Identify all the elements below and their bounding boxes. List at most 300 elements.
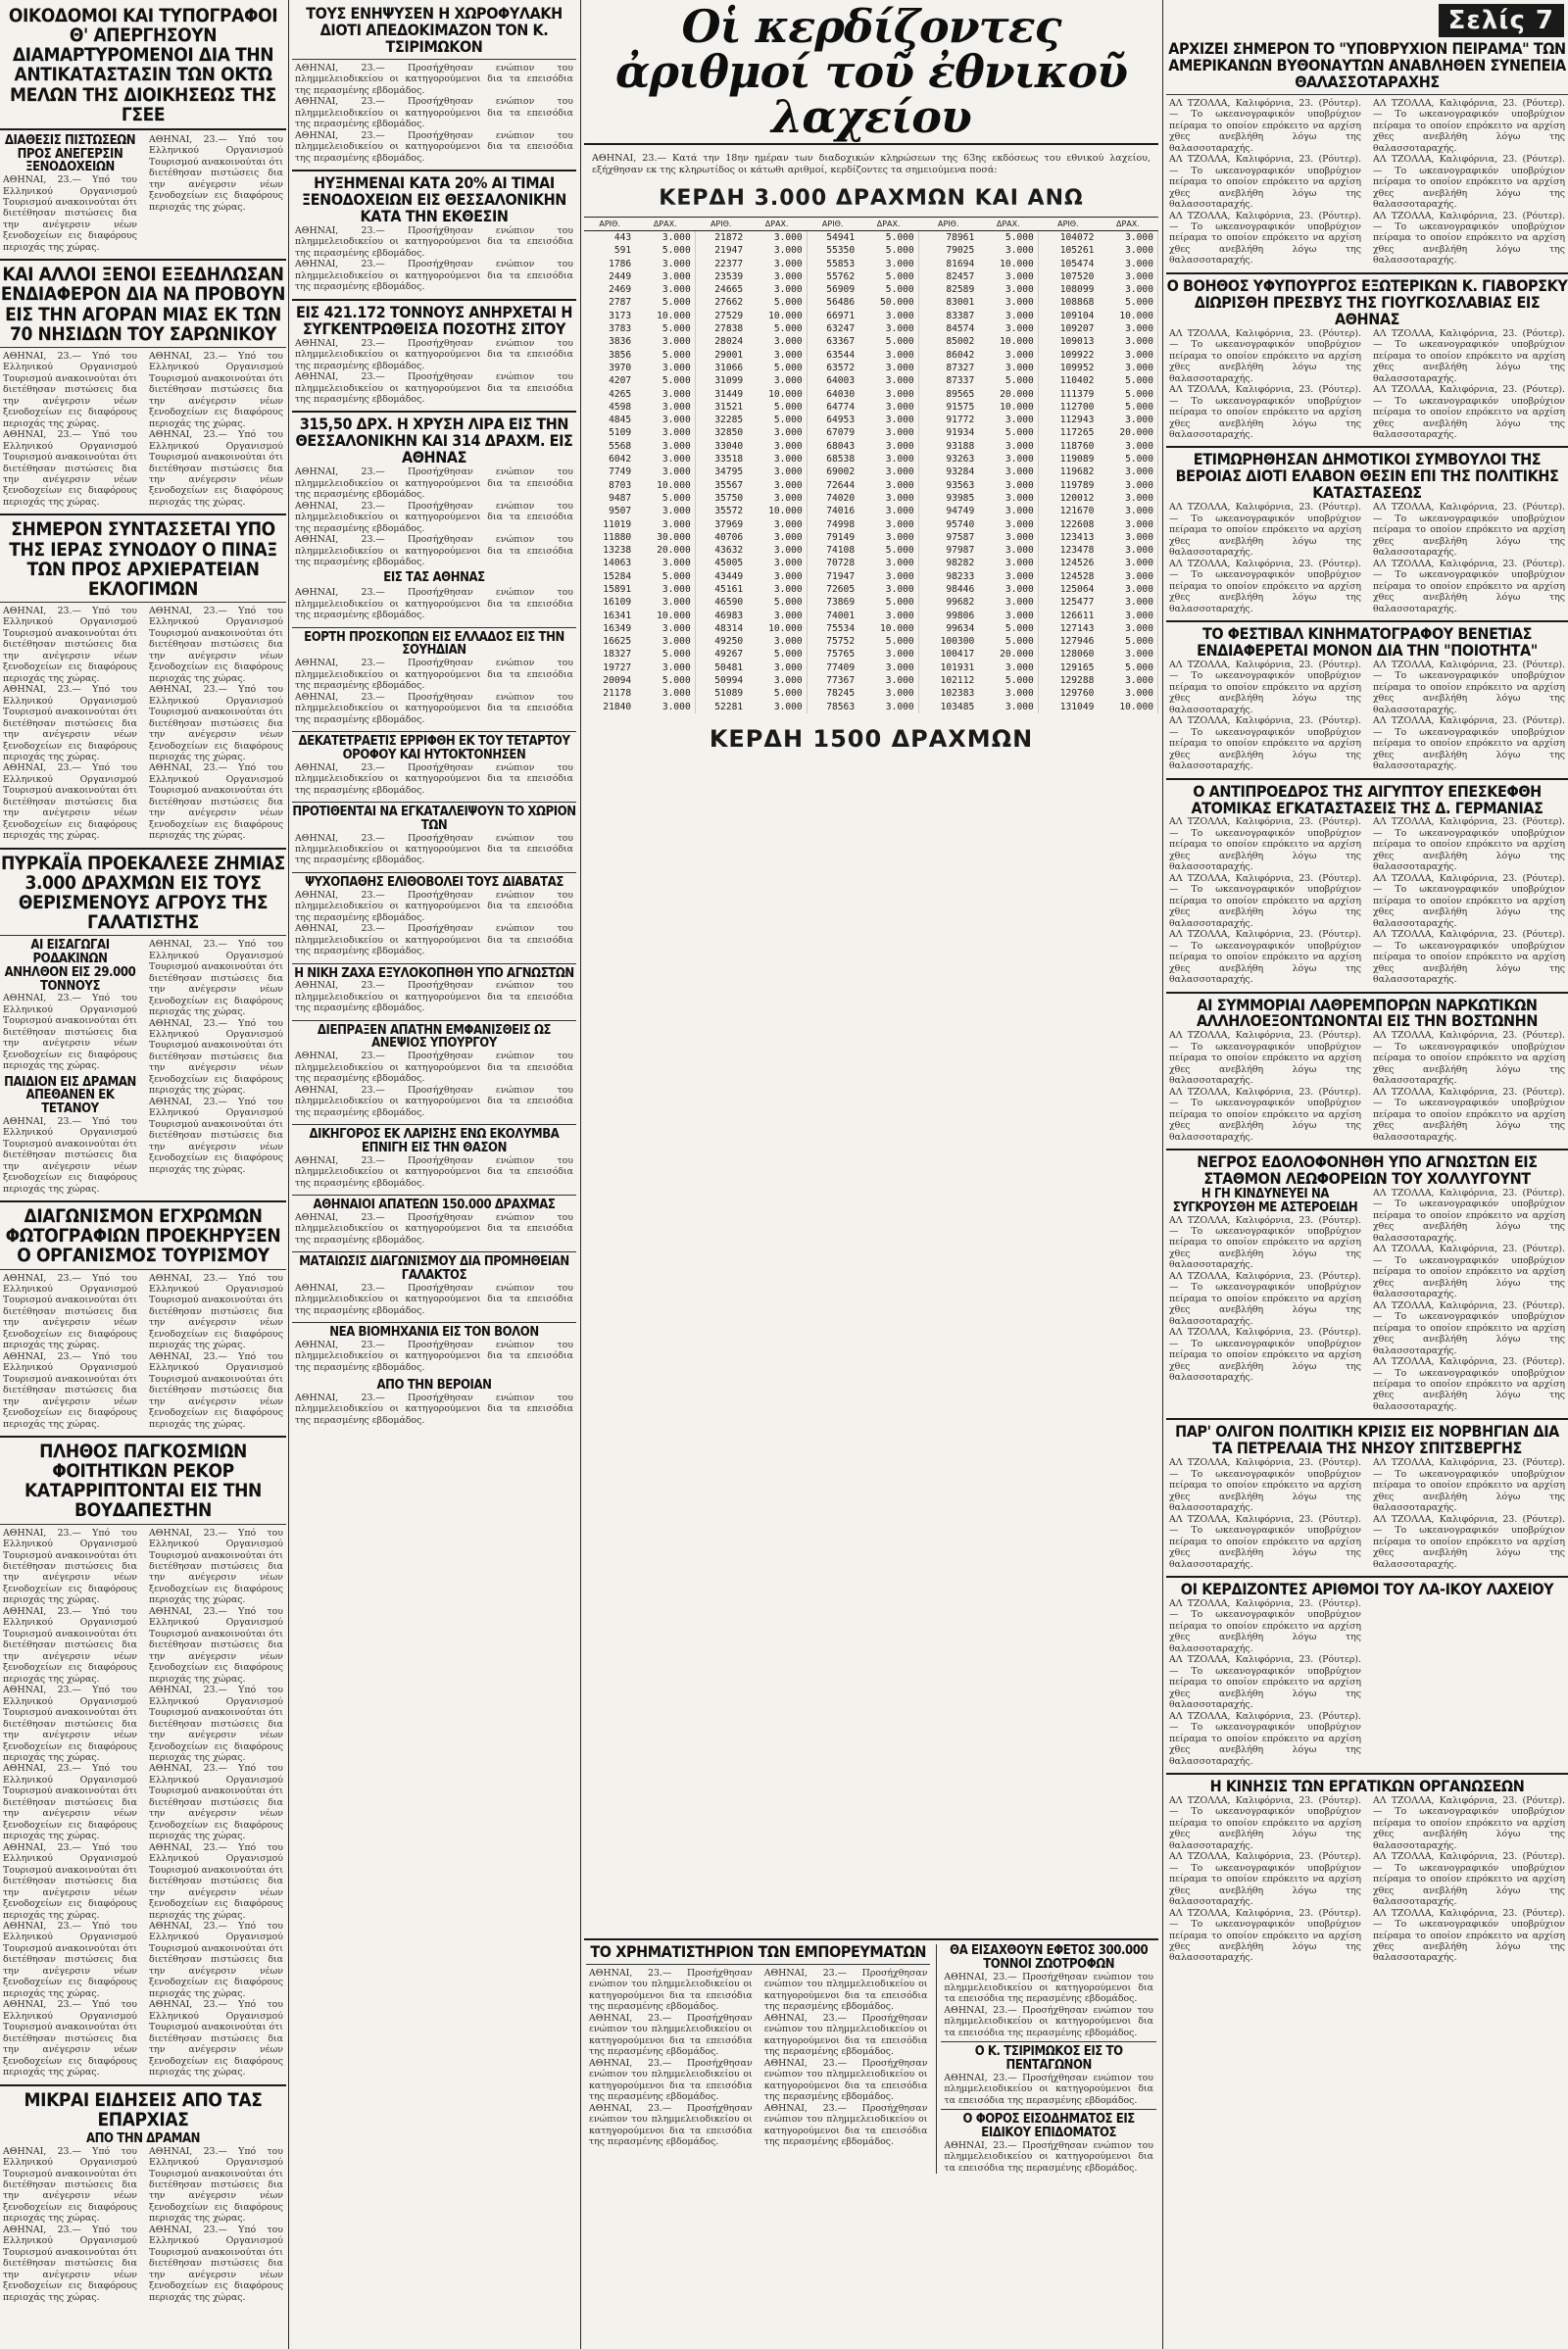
article-body: ΑΘΗΝΑΙ, 23.— Υπό του Ελληνικού Οργανισμού Τουρισμού ανακοινούται ότι διετέθησαν πιστώσεις δια την ανέγερσιν νέων ξενοδοχείων εις διαφόρους περιοχάς της χώρας. — [3, 1605, 137, 1685]
headline-narcotics: ΑΙ ΣΥΜΜΟΡΙΑΙ ΛΑΘΡΕΜΠΟΡΩΝ ΝΑΡΚΩΤΙΚΩΝ ΑΛΛΗΛΟΕΞΟΝΤΩΝΟΝΤΑΙ ΕΙΣ ΤΗΝ ΒΟΣΤΩΝΗΝ — [1197, 995, 1538, 1031]
prize-amount-cell: 3.000 — [635, 362, 695, 374]
article-body: ΑΛ ΤΖΟΛΛΑ, Καλιφόρνια, 23. (Ρόυτερ).— Το ωκεανογραφικόν υποβρύχιον πείραμα το οποίον επρόκειτο να αρχίση χθες ανεβλήθη λόγω της θαλασσοταραχής. — [1373, 154, 1565, 211]
article-body: ΑΛ ΤΖΟΛΛΑ, Καλιφόρνια, 23. (Ρόυτερ).— Το ωκεανογραφικόν υποβρύχιον πείραμα το οποίον επρόκειτο να αρχίση χθες ανεβλήθη λόγω της θαλασσοταραχής. — [1373, 210, 1565, 267]
article-body: ΑΘΗΝΑΙ, 23.— Υπό του Ελληνικού Οργανισμού Τουρισμού ανακοινούται ότι διετέθησαν πιστώσεις δια την ανέγερσιν νέων ξενοδοχείων εις διαφόρους περιοχάς της χώρας. — [3, 1527, 137, 1606]
prize-amount-cell: 3.000 — [635, 335, 695, 348]
ticket-number-cell: 66971 — [826, 310, 856, 321]
ticket-number-cell: 45005 — [714, 558, 744, 569]
prize-amount-cell: 3.000 — [858, 674, 918, 687]
ticket-number-cell: 29001 — [714, 349, 744, 361]
divider — [0, 935, 286, 936]
ticket-number-cell: 97987 — [946, 545, 975, 557]
ticket-number-cell: 74001 — [826, 610, 856, 621]
ticket-number-cell: 3173 — [609, 310, 632, 321]
ticket-number-cell: 119789 — [1059, 479, 1095, 491]
ticket-number-cell: 15891 — [603, 583, 632, 595]
article-body: ΑΛ ΤΖΟΛΛΑ, Καλιφόρνια, 23. (Ρόυτερ).— Το ωκεανογραφικόν υποβρύχιον πείραμα το οποίον επρόκειτο να αρχίση χθες ανεβλήθη λόγω της θαλασσοταραχής. — [1169, 1597, 1361, 1654]
headline-hollywood: ΝΕΓΡΟΣ ΕΔΟΛΟΦΟΝΗΘΗ ΥΠΟ ΑΓΝΩΣΤΩΝ ΕΙΣ ΣΤΑΘΜΟΝ ΛΕΩΦΟΡΕΙΩΝ ΤΟΥ ΧΟΛΛΥΓΟΥΝΤ — [1197, 1152, 1538, 1189]
ticket-number-cell: 119089 — [1059, 454, 1095, 465]
article-body: ΑΛ ΤΖΟΛΛΑ, Καλιφόρνια, 23. (Ρόυτερ).— Το ωκεανογραφικόν υποβρύχιον πείραμα το οποίον επρόκειτο να αρχίση χθες ανεβλήθη λόγω της θαλασσοταραχής. — [1373, 872, 1565, 929]
ticket-number-cell: 31099 — [714, 375, 744, 387]
ticket-number-cell: 125064 — [1059, 583, 1095, 595]
ticket-number-cell: 16625 — [603, 636, 632, 648]
prize-amount-cell: 3.000 — [858, 349, 918, 362]
article-body: ΑΘΗΝΑΙ, 23.— Προσήχθησαν ενώπιον του πλημμελειοδικείου οι κατηγορούμενοι δια τα επεισόδια της περασμένης εβδομάδος. — [295, 62, 573, 96]
prize-amount-cell: 5.000 — [858, 283, 918, 296]
article-body: ΑΛ ΤΖΟΛΛΑ, Καλιφόρνια, 23. (Ρόυτερ).— Το ωκεανογραφικόν υποβρύχιον πείραμα το οποίον επρόκειτο να αρχίση χθες ανεβλήθη λόγω της θαλασσοταραχής. — [1169, 1851, 1361, 1908]
divider — [0, 1436, 286, 1438]
article-body: ΑΛ ΤΖΟΛΛΑ, Καλιφόρνια, 23. (Ρόυτερ).— Το ωκεανογραφικόν υποβρύχιον πείραμα το οποίον επρόκειτο να αρχίση χθες ανεβλήθη λόγω της θαλασσοταραχής. — [1373, 1794, 1565, 1851]
ticket-number-cell: 16341 — [603, 610, 632, 621]
divider — [1166, 620, 1568, 622]
lottery-subtitle-3000: ΚΕΡΔΗ 3.000 ΔΡΑΧΜΩΝ ΚΑΙ ΑΝΩ — [659, 185, 1084, 211]
ticket-number-cell: 43449 — [714, 570, 744, 582]
prize-amount-cell: 5.000 — [1098, 635, 1157, 648]
prize-amount-cell: 5.000 — [635, 296, 695, 309]
prize-amount-cell: 3.000 — [1098, 270, 1157, 283]
prize-amount-cell: 3.000 — [978, 557, 1038, 569]
ticket-number-cell: 6042 — [609, 454, 632, 465]
ticket-number-cell: 14063 — [603, 558, 632, 569]
prize-amount-cell: 3.000 — [858, 687, 918, 700]
prize-amount-cell: 3.000 — [978, 701, 1038, 713]
article-body: ΑΛ ΤΖΟΛΛΑ, Καλιφόρνια, 23. (Ρόυτερ).— Το ωκεανογραφικόν υποβρύχιον πείραμα το οποίον επρόκειτο να αρχίση χθες ανεβλήθη λόγω της θαλασσοταραχής. — [1169, 1513, 1361, 1570]
headline-provinces: ΜΙΚΡΑΙ ΕΙΔΗΣΕΙΣ ΑΠΟ ΤΑΣ ΕΠΑΡΧΙΑΣ — [24, 2088, 263, 2130]
ticket-number-cell: 33518 — [714, 454, 744, 465]
ticket-number-cell: 27662 — [714, 297, 744, 309]
article-body: ΑΘΗΝΑΙ, 23.— Υπό του Ελληνικού Οργανισμού Τουρισμού ανακοινούται ότι διετέθησαν πιστώσεις δια την ανέγερσιν νέων ξενοδοχείων εις διαφόρους περιοχάς της χώρας. — [149, 1763, 283, 1842]
article-body: ΑΘΗΝΑΙ, 23.— Προσήχθησαν ενώπιον του πλημμελειοδικείου οι κατηγορούμενοι δια τα επεισόδια της περασμένης εβδομάδος. — [589, 2012, 753, 2058]
article-photo — [0, 1273, 286, 1431]
ticket-number-cell: 24665 — [714, 284, 744, 296]
prize-amount-cell: 3.000 — [858, 388, 918, 401]
ticket-number-cell: 123413 — [1059, 531, 1095, 543]
prize-amount-cell: 5.000 — [858, 596, 918, 609]
prize-amount-cell: 3.000 — [978, 283, 1038, 296]
article-body: ΑΘΗΝΑΙ, 23.— Υπό του Ελληνικού Οργανισμού Τουρισμού ανακοινούται ότι διετέθησαν πιστώσεις δια την ανέγερσιν νέων ξενοδοχείων εις διαφόρους περιοχάς της χώρας. — [3, 2224, 137, 2303]
prize-amount-cell: 3.000 — [1098, 518, 1157, 531]
ticket-number-cell: 31449 — [714, 388, 744, 400]
table-row — [584, 674, 1158, 687]
ticket-number-cell: 109013 — [1059, 336, 1095, 348]
ticket-number-cell: 21872 — [714, 231, 744, 243]
headline-stones: ΨΥΧΟΠΑΘΗΣ ΕΛΙΘΟΒΟΛΕΙ ΤΟΥΣ ΔΙΑΒΑΤΑΣ — [305, 874, 564, 890]
ticket-number-cell: 27529 — [714, 310, 744, 321]
ticket-number-cell: 108099 — [1059, 284, 1095, 296]
headline-submarine: ΑΡΧΙΖΕΙ ΣΗΜΕΡΟΝ ΤΟ "ΥΠΟΒΡΥΧΙΟΝ ΠΕΙΡΑΜΑ" ΤΩΝ ΑΜΕΡΙΚΑΝΩΝ ΒΥΘΟΝΑΥΤΩΝ ΑΝΑΒΛΗΘΕΝ ΣΥΝΕΠΕΙΑ ΘΑΛΑΣΣΟΤΑΡΑΧΗΣ — [1168, 39, 1566, 91]
lottery-table — [584, 217, 1158, 713]
prize-amount-cell: 3.000 — [747, 661, 807, 674]
ticket-number-cell: 68538 — [826, 454, 856, 465]
prize-amount-cell: 3.000 — [858, 453, 918, 465]
headline-popular-lottery: ΟΙ ΚΕΡΔΙΖΟΝΤΕΣ ΑΡΙΘΜΟΙ ΤΟΥ ΛΑ-ΙΚΟΥ ΛΑΧΕΙΟΥ — [1180, 1579, 1554, 1598]
table-row — [584, 296, 1158, 309]
headline-labor: Η ΚΙΝΗΣΙΣ ΤΩΝ ΕΡΓΑΤΙΚΩΝ ΟΡΓΑΝΩΣΕΩΝ — [1209, 1776, 1525, 1795]
subhead-veroia: ΑΠΟ ΤΗΝ ΒΕΡΟΙΑΝ — [376, 1378, 492, 1394]
prize-amount-cell: 3.000 — [747, 374, 807, 387]
article-body: ΑΘΗΝΑΙ, 23.— Προσήχθησαν ενώπιον του πλημμελειοδικείου οι κατηγορούμενοι δια τα επεισόδια της περασμένης εβδομάδος. — [295, 500, 573, 534]
divider — [292, 802, 576, 803]
article-body: ΑΘΗΝΑΙ, 23.— Υπό του Ελληνικού Οργανισμού Τουρισμού ανακοινούται ότι διετέθησαν πιστώσεις δια την ανέγερσιν νέων ξενοδοχείων εις διαφόρους περιοχάς της χώρας. — [149, 939, 283, 1018]
headline-islands: ΚΑΙ ΑΛΛΟΙ ΞΕΝΟΙ ΕΞΕΔΗΛΩΣΑΝ ΕΝΔΙΑΦΕΡΟΝ ΔΙΑ ΝΑ ΠΡΟΒΟΥΝ ΕΙΣ ΤΗΝ ΑΓΟΡΑΝ ΜΙΑΣ ΕΚ ΤΩΝ 70 ΝΗΣΙΔΩΝ ΤΟΥ ΣΑΡΩΝΙΚΟΥ — [0, 264, 286, 345]
prize-amount-cell: 3.000 — [858, 426, 918, 439]
ticket-number-cell: 63572 — [826, 362, 856, 373]
article-body: ΑΘΗΝΑΙ, 23.— Προσήχθησαν ενώπιον του πλημμελειοδικείου οι κατηγορούμενοι δια τα επεισόδια της περασμένης εβδομάδος. — [295, 1393, 573, 1426]
divider — [292, 1251, 576, 1252]
table-row — [584, 596, 1158, 609]
divider — [0, 2084, 286, 2086]
ticket-number-cell: 93188 — [946, 440, 975, 452]
article-milk — [292, 1283, 576, 1316]
article-body: ΑΛ ΤΖΟΛΛΑ, Καλιφόρνια, 23. (Ρόυτερ).— Το ωκεανογραφικόν υποβρύχιον πείραμα το οποίον επρόκειτο να αρχίση χθες ανεβλήθη λόγω της θαλασσοταραχής. — [1373, 1851, 1565, 1908]
prize-amount-cell: 3.000 — [747, 570, 807, 583]
article-body: ΑΛ ΤΖΟΛΛΑ, Καλιφόρνια, 23. (Ρόυτερ).— Το ωκεανογραφικόν υποβρύχιον πείραμα το οποίον επρόκειτο να αρχίση χθες ανεβλήθη λόγω της θαλασσοταραχής. — [1169, 1457, 1361, 1514]
article-body: ΑΘΗΝΑΙ, 23.— Υπό του Ελληνικού Οργανισμού Τουρισμού ανακοινούται ότι διετέθησαν πιστώσεις δια την ανέγερσιν νέων ξενοδοχείων εις διαφόρους περιοχάς της χώρας. — [3, 684, 137, 762]
subhead-peaches: ΑΙ ΕΙΣΑΓΩΓΑΙ ΡΟΔΑΚΙΝΩΝ ΑΝΗΛΘΟΝ ΕΙΣ 29.000 ΤΟΝΝΟΥΣ — [4, 938, 136, 994]
article-body: ΑΘΗΝΑΙ, 23.— Προσήχθησαν ενώπιον του πλημμελειοδικείου οι κατηγορούμενοι δια τα επεισόδια της περασμένης εβδομάδος. — [589, 2057, 753, 2103]
article-body: ΑΘΗΝΑΙ, 23.— Προσήχθησαν ενώπιον του πλημμελειοδικείου οι κατηγορούμενοι δια τα επεισόδια της περασμένης εβδομάδος. — [944, 2004, 1153, 2038]
ticket-number-cell: 127946 — [1059, 636, 1095, 648]
article-body: ΑΘΗΝΑΙ, 23.— Υπό του Ελληνικού Οργανισμού Τουρισμού ανακοινούται ότι διετέθησαν πιστώσεις δια την ανέγερσιν νέων ξενοδοχείων εις διαφόρους περιοχάς της χώρας. — [149, 605, 283, 684]
ticket-number-cell: 83387 — [946, 310, 975, 321]
ticket-number-cell: 93563 — [946, 479, 975, 491]
prize-amount-cell: 3.000 — [858, 465, 918, 478]
ticket-number-cell: 27838 — [714, 323, 744, 335]
ticket-number-cell: 20094 — [603, 675, 632, 687]
prize-amount-cell: 5.000 — [635, 374, 695, 387]
column-rule — [580, 0, 581, 2349]
lottery-title: Οἱ κερδίζοντες ἀριθμοί τοῦ ἐθνικοῦ λαχείου — [614, 0, 1128, 143]
article-body: ΑΛ ΤΖΟΛΛΑ, Καλιφόρνια, 23. (Ρόυτερ).— Το ωκεανογραφικόν υποβρύχιον πείραμα το οποίον επρόκειτο να αρχίση χθες ανεβλήθη λόγω της θαλασσοταραχής. — [1169, 384, 1361, 440]
ticket-number-cell: 109952 — [1059, 362, 1095, 373]
prize-amount-cell: 5.000 — [747, 414, 807, 426]
article-body: ΑΘΗΝΑΙ, 23.— Προσήχθησαν ενώπιον του πλημμελειοδικείου οι κατηγορούμενοι δια τα επεισόδια της περασμένης εβδομάδος. — [944, 2072, 1153, 2106]
ticket-number-cell: 109104 — [1059, 310, 1095, 321]
table-row — [584, 635, 1158, 648]
article-body: ΑΘΗΝΑΙ, 23.— Προσήχθησαν ενώπιον του πλημμελειοδικείου οι κατηγορούμενοι δια τα επεισόδια της περασμένης εβδομάδος. — [589, 2102, 753, 2147]
ticket-number-cell: 83001 — [946, 297, 975, 309]
prize-amount-cell: 3.000 — [747, 270, 807, 283]
ticket-number-cell: 11880 — [603, 531, 632, 543]
headline-fall: ΔΕΚΑΤΕΤΡΑΕΤΙΣ ΕΡΡΙΦΘΗ ΕΚ ΤΟΥ ΤΕΤΑΡΤΟΥ ΟΡΟΦΟΥ ΚΑΙ ΗΥΤΟΚΤΟΝΗΣΕΝ — [298, 734, 570, 762]
ticket-number-cell: 31066 — [714, 362, 744, 373]
prize-amount-cell: 5.000 — [858, 244, 918, 257]
article-body: ΑΘΗΝΑΙ, 23.— Προσήχθησαν ενώπιον του πλημμελειοδικείου οι κατηγορούμενοι δια τα επεισόδια της περασμένης εβδομάδος. — [295, 980, 573, 1014]
prize-amount-cell: 3.000 — [1098, 622, 1157, 635]
prize-amount-cell: 5.000 — [635, 674, 695, 687]
prize-amount-cell: 3.000 — [858, 570, 918, 583]
left-column — [0, 0, 286, 2349]
prize-amount-cell: 3.000 — [858, 531, 918, 544]
ticket-number-cell: 22377 — [714, 258, 744, 269]
prize-amount-cell: 3.000 — [978, 322, 1038, 335]
prize-amount-cell: 3.000 — [1098, 648, 1157, 661]
divider — [292, 627, 576, 628]
article-budapest — [0, 1528, 286, 2079]
prize-amount-cell: 5.000 — [858, 635, 918, 648]
prize-amount-cell: 3.000 — [978, 531, 1038, 544]
prize-amount-cell: 20.000 — [635, 544, 695, 557]
divider — [292, 1124, 576, 1125]
prize-amount-cell: 3.000 — [1098, 505, 1157, 517]
prize-amount-cell: 3.000 — [858, 583, 918, 596]
prize-amount-cell: 3.000 — [635, 440, 695, 453]
article-body: ΑΘΗΝΑΙ, 23.— Υπό του Ελληνικού Οργανισμού Τουρισμού ανακοινούται ότι διετέθησαν πιστώσεις δια την ανέγερσιν νέων ξενοδοχείων εις διαφόρους περιοχάς της χώρας. — [3, 174, 137, 253]
headline-venice: ΤΟ ΦΕΣΤΙΒΑΛ ΚΙΝΗΜΑΤΟΓΡΑΦΟΥ ΒΕΝΕΤΙΑΣ ΕΝΔΙΑΦΕΡΕΤΑΙ ΜΟΝΟΝ ΔΙΑ ΤΗΝ "ΠΟΙΟΤΗΤΑ" — [1197, 623, 1538, 660]
divider — [941, 2041, 1156, 2042]
prize-amount-cell: 3.000 — [747, 453, 807, 465]
ticket-number-cell: 67079 — [826, 427, 856, 439]
prize-amount-cell: 5.000 — [1098, 401, 1157, 414]
ticket-number-cell: 55350 — [826, 245, 856, 257]
prize-amount-cell: 5.000 — [635, 570, 695, 583]
prize-amount-cell: 3.000 — [747, 426, 807, 439]
ticket-number-cell: 4265 — [609, 388, 632, 400]
ticket-number-cell: 50481 — [714, 661, 744, 673]
divider — [1166, 1576, 1568, 1578]
article-body: ΑΘΗΝΑΙ, 23.— Προσήχθησαν ενώπιον του πλημμελειοδικείου οι κατηγορούμενοι δια τα επεισόδια της περασμένης εβδομάδος. — [295, 1154, 573, 1189]
divider — [0, 848, 286, 850]
prize-amount-cell: 3.000 — [978, 465, 1038, 478]
lottery-1500-right — [874, 759, 1152, 1979]
article-hotels — [0, 134, 286, 254]
prize-amount-cell: 3.000 — [747, 583, 807, 596]
prize-amount-cell: 3.000 — [858, 701, 918, 713]
ticket-number-cell: 51089 — [714, 688, 744, 700]
column-rule — [1162, 0, 1163, 2349]
article-body: ΑΘΗΝΑΙ, 23.— Υπό του Ελληνικού Οργανισμού Τουρισμού ανακοινούται ότι διετέθησαν πιστώσεις δια την ανέγερσιν νέων ξενοδοχείων εις διαφόρους περιοχάς της χώρας. — [3, 350, 137, 429]
headline-gendarmerie: ΤΟΥΣ ΕΝΗΨΥΣΕΝ Η ΧΩΡΟΦΥΛΑΚΗ ΔΙΟΤΙ ΑΠΕΔΟΚΙΜΑΖΟΝ ΤΟΝ Κ. ΤΣΙΡΙΜΩΚΟΝ — [306, 4, 563, 56]
article-body: ΑΘΗΝΑΙ, 23.— Υπό του Ελληνικού Οργανισμού Τουρισμού ανακοινούται ότι διετέθησαν πιστώσεις δια την ανέγερσιν νέων ξενοδοχείων εις διαφόρους περιοχάς της χώρας. — [149, 1685, 283, 1763]
ticket-number-cell: 109207 — [1059, 323, 1095, 335]
right-column — [1166, 0, 1568, 2349]
article-swindle — [292, 1212, 576, 1246]
article-islands — [0, 351, 286, 509]
ticket-number-cell: 100300 — [940, 636, 975, 648]
article-labor — [1166, 1795, 1568, 1964]
prize-amount-cell: 3.000 — [978, 544, 1038, 557]
ticket-number-cell: 64774 — [826, 401, 856, 413]
table-row — [584, 687, 1158, 700]
column-rule — [288, 0, 289, 2349]
prize-amount-cell: 10.000 — [978, 258, 1038, 270]
ticket-number-cell: 82589 — [946, 284, 975, 296]
ticket-number-cell: 91772 — [946, 415, 975, 426]
ticket-number-cell: 74108 — [826, 545, 856, 557]
article-body: ΑΛ ΤΖΟΛΛΑ, Καλιφόρνια, 23. (Ρόυτερ).— Το ωκεανογραφικόν υποβρύχιον πείραμα το οποίον επρόκειτο να αρχίση χθες ανεβλήθη λόγω της θαλασσοταραχής. — [1169, 1086, 1361, 1143]
headline-scouts: ΕΟΡΤΗ ΠΡΟΣΚΟΠΩΝ ΕΙΣ ΕΛΛΑΔΟΣ ΕΙΣ ΤΗΝ ΣΟΥΗΔΙΑΝ — [304, 629, 564, 659]
prize-amount-cell: 3.000 — [1098, 349, 1157, 362]
prize-amount-cell: 5.000 — [747, 687, 807, 700]
ticket-number-cell: 3970 — [609, 362, 632, 373]
ticket-number-cell: 74998 — [826, 518, 856, 530]
article-body: ΑΘΗΝΑΙ, 23.— Προσήχθησαν ενώπιον του πλημμελειοδικείου οι κατηγορούμενοι δια τα επεισόδια της περασμένης εβδομάδος. — [295, 889, 573, 923]
ticket-number-cell: 11019 — [603, 518, 632, 530]
ticket-number-cell: 16109 — [603, 597, 632, 609]
ticket-number-cell: 71947 — [826, 570, 856, 582]
prize-amount-cell: 3.000 — [978, 570, 1038, 583]
ticket-number-cell: 102383 — [940, 688, 975, 700]
prize-amount-cell: 5.000 — [978, 635, 1038, 648]
table-row — [584, 362, 1158, 374]
ticket-number-cell: 68043 — [826, 440, 856, 452]
table-row — [584, 505, 1158, 517]
headline-veroia-council: ΕΤΙΜΩΡΗΘΗΣΑΝ ΔΗΜΟΤΙΚΟΙ ΣΥΜΒΟΥΛΟΙ ΤΗΣ ΒΕΡΟΙΑΣ ΔΙΟΤΙ ΕΛΑΒΟΝ ΘΕΣΙΝ ΕΠΙ ΤΗΣ ΠΟΛΙΤΙΚΗΣ ΚΑΤΑΣΤΑΣΕΩΣ — [1175, 450, 1559, 503]
article-body: ΑΘΗΝΑΙ, 23.— Υπό του Ελληνικού Οργανισμού Τουρισμού ανακοινούται ότι διετέθησαν πιστώσεις δια την ανέγερσιν νέων ξενοδοχείων εις διαφόρους περιοχάς της χώρας. — [3, 2145, 137, 2225]
ticket-number-cell: 33040 — [714, 440, 744, 452]
headline-fodder: ΘΑ ΕΙΣΑΧΘΟΥΝ ΕΦΕΤΟΣ 300.000 ΤΟΝΝΟΙ ΖΩΟΤΡΟΦΩΝ — [950, 1943, 1149, 1972]
headline-egypt: Ο ΑΝΤΙΠΡΟΕΔΡΟΣ ΤΗΣ ΑΙΓΥΠΤΟΥ ΕΠΕΣΚΕΦΘΗ ΑΤΟΜΙΚΑΣ ΕΓΚΑΤΑΣΤΑΣΕΙΣ ΤΗΣ Δ. ΓΕΡΜΑΝΙΑΣ — [1191, 781, 1544, 817]
prize-amount-cell: 3.000 — [747, 244, 807, 257]
table-row — [584, 465, 1158, 478]
prize-amount-cell: 20.000 — [978, 388, 1038, 401]
second-column — [292, 0, 576, 2349]
subhead-credits: ΔΙΑΘΕΣΙΣ ΠΙΣΤΩΣΕΩΝ ΠΡΟΣ ΑΝΕΓΕΡΣΙΝ ΞΕΝΟΔΟΧΕΙΩΝ — [4, 132, 136, 175]
prize-amount-cell: 3.000 — [747, 230, 807, 244]
ticket-number-cell: 7749 — [609, 466, 632, 478]
headline-wheat: ΕΙΣ 421.172 ΤΟΝΝΟΥΣ ΑΝΗΡΧΕΤΑΙ Η ΣΥΓΚΕΝΤΡΩΘΕΙΣΑ ΠΟΣΟΤΗΣ ΣΙΤΟΥ — [296, 302, 572, 338]
prize-amount-cell: 10.000 — [635, 610, 695, 622]
article-body: ΑΛ ΤΖΟΛΛΑ, Καλιφόρνια, 23. (Ρόυτερ).— Το ωκεανογραφικόν υποβρύχιον πείραμα το οποίον επρόκειτο να αρχίση χθες ανεβλήθη λόγω της θαλασσοταραχής. — [1373, 1188, 1565, 1244]
article-body: ΑΛ ΤΖΟΛΛΑ, Καλιφόρνια, 23. (Ρόυτερ).— Το ωκεανογραφικόν υποβρύχιον πείραμα το οποίον επρόκειτο να αρχίση χθες ανεβλήθη λόγω της θαλασσοταραχής. — [1373, 1244, 1565, 1300]
prize-amount-cell: 3.000 — [635, 518, 695, 531]
article-body: ΑΛ ΤΖΟΛΛΑ, Καλιφόρνια, 23. (Ρόυτερ).— Το ωκεανογραφικόν υποβρύχιον πείραμα το οποίον επρόκειτο να αρχίση χθες ανεβλήθη λόγω της θαλασσοταραχής. — [1169, 1270, 1361, 1327]
article-body: ΑΛ ΤΖΟΛΛΑ, Καλιφόρνια, 23. (Ρόυτερ).— Το ωκεανογραφικόν υποβρύχιον πείραμα το οποίον επρόκειτο να αρχίση χθες ανεβλήθη λόγω της θαλασσοταραχής. — [1169, 1030, 1361, 1087]
article-veroia — [292, 1393, 576, 1426]
prize-amount-cell: 5.000 — [747, 362, 807, 374]
prize-amount-cell: 5.000 — [1098, 453, 1157, 465]
ticket-number-cell: 75765 — [826, 649, 856, 661]
article-body: ΑΘΗΝΑΙ, 23.— Υπό του Ελληνικού Οργανισμού Τουρισμού ανακοινούται ότι διετέθησαν πιστώσεις δια την ανέγερσιν νέων ξενοδοχείων εις διαφόρους περιοχάς της χώρας. — [3, 762, 137, 842]
subhead-drama: ΑΠΟ ΤΗΝ ΔΡΑΜΑΝ — [85, 2130, 201, 2146]
prize-amount-cell: 3.000 — [635, 557, 695, 569]
prize-amount-cell: 3.000 — [978, 244, 1038, 257]
ticket-number-cell: 63544 — [826, 349, 856, 361]
article-body: ΑΘΗΝΑΙ, 23.— Υπό του Ελληνικού Οργανισμού Τουρισμού ανακοινούται ότι διετέθησαν πιστώσεις δια την ανέγερσιν νέων ξενοδοχείων εις διαφόρους περιοχάς της χώρας. — [3, 1115, 137, 1195]
article-body: ΑΘΗΝΑΙ, 23.— Υπό του Ελληνικού Οργανισμού Τουρισμού ανακοινούται ότι διετέθησαν πιστώσεις δια την ανέγερσιν νέων ξενοδοχείων εις διαφόρους περιοχάς της χώρας. — [3, 1841, 137, 1921]
ticket-number-cell: 591 — [613, 245, 632, 257]
prize-amount-cell: 3.000 — [978, 610, 1038, 622]
ticket-number-cell: 97587 — [946, 531, 975, 543]
prize-amount-cell: 3.000 — [635, 661, 695, 674]
article-council — [1166, 502, 1568, 614]
prize-amount-cell: 10.000 — [635, 479, 695, 492]
prize-amount-cell: 3.000 — [978, 505, 1038, 517]
ticket-number-cell: 120012 — [1059, 492, 1095, 504]
ticket-number-cell: 32850 — [714, 427, 744, 439]
ticket-number-cell: 122608 — [1059, 518, 1095, 530]
article-body: ΑΛ ΤΖΟΛΛΑ, Καλιφόρνια, 23. (Ρόυτερ).— Το ωκεανογραφικόν υποβρύχιον πείραμα το οποίον επρόκειτο να αρχίση χθες ανεβλήθη λόγω της θαλασσοταραχής. — [1373, 929, 1565, 986]
prize-amount-cell: 3.000 — [978, 414, 1038, 426]
article-body: ΑΛ ΤΖΟΛΛΑ, Καλιφόρνια, 23. (Ρόυτερ).— Το ωκεανογραφικόν υποβρύχιον πείραμα το οποίον επρόκειτο να αρχίση χθες ανεβλήθη λόγω της θαλασσοταραχής. — [1373, 1457, 1565, 1514]
prize-amount-cell: 3.000 — [635, 258, 695, 270]
article-body: ΑΘΗΝΑΙ, 23.— Προσήχθησαν ενώπιον του πλημμελειοδικείου οι κατηγορούμενοι δια τα επεισόδια της περασμένης εβδομάδος. — [295, 658, 573, 692]
table-row — [584, 570, 1158, 583]
prize-amount-cell: 3.000 — [978, 479, 1038, 492]
table-header-cell: ΑΡΙΘ. — [584, 217, 635, 230]
article-niki — [292, 980, 576, 1013]
divider — [1166, 992, 1568, 994]
article-body: ΑΛ ΤΖΟΛΛΑ, Καλιφόρνια, 23. (Ρόυτερ).— Το ωκεανογραφικόν υποβρύχιον πείραμα το οποίον επρόκειτο να αρχίση χθες ανεβλήθη λόγω της θαλασσοταραχής. — [1373, 1356, 1565, 1412]
ticket-number-cell: 93284 — [946, 466, 975, 478]
prize-amount-cell: 3.000 — [747, 479, 807, 492]
prize-amount-cell: 3.000 — [858, 401, 918, 414]
table-row — [584, 310, 1158, 322]
ticket-number-cell: 74016 — [826, 506, 856, 517]
article-body: ΑΘΗΝΑΙ, 23.— Προσήχθησαν ενώπιον του πλημμελειοδικείου οι κατηγορούμενοι δια τα επεισόδια της περασμένης εβδομάδος. — [763, 2012, 928, 2058]
ticket-number-cell: 87327 — [946, 362, 975, 373]
ticket-number-cell: 4598 — [609, 401, 632, 413]
article-peaches — [0, 939, 286, 1195]
article-body: ΑΘΗΝΑΙ, 23.— Προσήχθησαν ενώπιον του πλημμελειοδικείου οι κατηγορούμενοι δια τα επεισόδια της περασμένης εβδομάδος. — [295, 923, 573, 957]
ticket-number-cell: 75752 — [826, 636, 856, 648]
divider — [292, 963, 576, 964]
prize-amount-cell: 3.000 — [747, 701, 807, 713]
article-body: ΑΘΗΝΑΙ, 23.— Υπό του Ελληνικού Οργανισμού Τουρισμού ανακοινούται ότι διετέθησαν πιστώσεις δια την ανέγερσιν νέων ξενοδοχείων εις διαφόρους περιοχάς της χώρας. — [3, 1685, 137, 1763]
prize-amount-cell: 10.000 — [1098, 310, 1157, 322]
article-body: ΑΛ ΤΖΟΛΛΑ, Καλιφόρνια, 23. (Ρόυτερ).— Το ωκεανογραφικόν υποβρύχιον πείραμα το οποίον επρόκειτο να αρχίση χθες ανεβλήθη λόγω της θαλασσοταραχής. — [1373, 97, 1565, 154]
article-body: ΑΛ ΤΖΟΛΛΑ, Καλιφόρνια, 23. (Ρόυτερ).— Το ωκεανογραφικόν υποβρύχιον πείραμα το οποίον επρόκειτο να αρχίση χθες ανεβλήθη λόγω της θαλασσοταραχής. — [1169, 659, 1361, 715]
ticket-number-cell: 107520 — [1059, 270, 1095, 282]
prize-amount-cell: 5.000 — [978, 674, 1038, 687]
table-row — [584, 244, 1158, 257]
prize-amount-cell: 5.000 — [747, 648, 807, 661]
divider — [0, 1200, 286, 1202]
prize-amount-cell: 3.000 — [858, 414, 918, 426]
article-body: ΑΛ ΤΖΟΛΛΑ, Καλιφόρνια, 23. (Ρόυτερ).— Το ωκεανογραφικόν υποβρύχιον πείραμα το οποίον επρόκειτο να αρχίση χθες ανεβλήθη λόγω της θαλασσοταραχής. — [1373, 659, 1565, 715]
prize-amount-cell: 3.000 — [858, 492, 918, 505]
table-row — [584, 258, 1158, 270]
headline-village: ΠΡΟΤΙΘΕΝΤΑΙ ΝΑ ΕΓΚΑΤΑΛΕΙΨΟΥΝ ΤΟ ΧΩΡΙΟΝ ΤΩΝ — [292, 805, 576, 833]
ticket-number-cell: 78563 — [826, 701, 856, 712]
article-body: ΑΘΗΝΑΙ, 23.— Υπό του Ελληνικού Οργανισμού Τουρισμού ανακοινούται ότι διετέθησαν πιστώσεις δια την ανέγερσιν νέων ξενοδοχείων εις διαφόρους περιοχάς της χώρας. — [3, 429, 137, 508]
article-body: ΑΛ ΤΖΟΛΛΑ, Καλιφόρνια, 23. (Ρόυτερ).— Το ωκεανογραφικόν υποβρύχιον πείραμα το οποίον επρόκειτο να αρχίση χθες ανεβλήθη λόγω της θαλασσοταραχής. — [1373, 1513, 1565, 1570]
prize-amount-cell: 5.000 — [858, 270, 918, 283]
ticket-number-cell: 3783 — [609, 323, 632, 335]
ticket-number-cell: 52281 — [714, 701, 744, 712]
prize-amount-cell: 3.000 — [858, 518, 918, 531]
prize-amount-cell: 3.000 — [747, 258, 807, 270]
divider — [292, 411, 576, 413]
popular-lottery-numbers — [1370, 1598, 1568, 1767]
prize-amount-cell: 3.000 — [635, 388, 695, 401]
ticket-number-cell: 129760 — [1059, 688, 1095, 700]
prize-amount-cell: 20.000 — [978, 648, 1038, 661]
article-lawyer — [292, 1155, 576, 1189]
ticket-number-cell: 84574 — [946, 323, 975, 335]
article-body: ΑΘΗΝΑΙ, 23.— Προσήχθησαν ενώπιον του πλημμελειοδικείου οι κατηγορούμενοι δια τα επεισόδια της περασμένης εβδομάδος. — [763, 2057, 928, 2103]
ticket-number-cell: 9507 — [609, 506, 632, 517]
article-body: ΑΘΗΝΑΙ, 23.— Προσήχθησαν ενώπιον του πλημμελειοδικείου οι κατηγορούμενοι δια τα επεισόδια της περασμένης εβδομάδος. — [295, 259, 573, 293]
headline-lawyer: ΔΙΚΗΓΟΡΟΣ ΕΚ ΛΑΡΙΣΗΣ ΕΝΩ ΕΚΟΛΥΜΒΑ ΕΠΝΙΓΗ ΕΙΣ ΤΗΝ ΘΑΣΟΝ — [309, 1127, 560, 1155]
prize-amount-cell: 10.000 — [1098, 701, 1157, 713]
table-row — [584, 335, 1158, 348]
prize-amount-cell: 3.000 — [747, 557, 807, 569]
ticket-number-cell: 18327 — [603, 649, 632, 661]
ticket-number-cell: 124528 — [1059, 570, 1095, 582]
prize-amount-cell: 3.000 — [635, 583, 695, 596]
article-body: ΑΘΗΝΑΙ, 23.— Προσήχθησαν ενώπιον του πλημμελειοδικείου οι κατηγορούμενοι δια τα επεισόδια της περασμένης εβδομάδος. — [295, 1282, 573, 1316]
divider — [292, 1020, 576, 1021]
ticket-number-cell: 5568 — [609, 440, 632, 452]
article-body: ΑΘΗΝΑΙ, 23.— Υπό του Ελληνικού Οργανισμού Τουρισμού ανακοινούται ότι διετέθησαν πιστώσεις δια την ανέγερσιν νέων ξενοδοχείων εις διαφόρους περιοχάς της χώρας. — [149, 1921, 283, 1999]
article-body: ΑΘΗΝΑΙ, 23.— Προσήχθησαν ενώπιον του πλημμελειοδικείου οι κατηγορούμενοι δια τα επεισόδια της περασμένης εβδομάδος. — [295, 96, 573, 130]
article-body: ΑΛ ΤΖΟΛΛΑ, Καλιφόρνια, 23. (Ρόυτερ).— Το ωκεανογραφικόν υποβρύχιον πείραμα το οποίον επρόκειτο να αρχίση χθες ανεβλήθη λόγω της θαλασσοταραχής. — [1169, 1794, 1361, 1851]
article-body: ΑΘΗΝΑΙ, 23.— Υπό του Ελληνικού Οργανισμού Τουρισμού ανακοινούται ότι διετέθησαν πιστώσεις δια την ανέγερσιν νέων ξενοδοχείων εις διαφόρους περιοχάς της χώρας. — [149, 1350, 283, 1430]
article-body: ΑΘΗΝΑΙ, 23.— Προσήχθησαν ενώπιον του πλημμελειοδικείου οι κατηγορούμενοι δια τα επεισόδια της περασμένης εβδομάδος. — [295, 587, 573, 621]
prize-amount-cell: 3.000 — [858, 258, 918, 270]
ticket-number-cell: 49250 — [714, 636, 744, 648]
